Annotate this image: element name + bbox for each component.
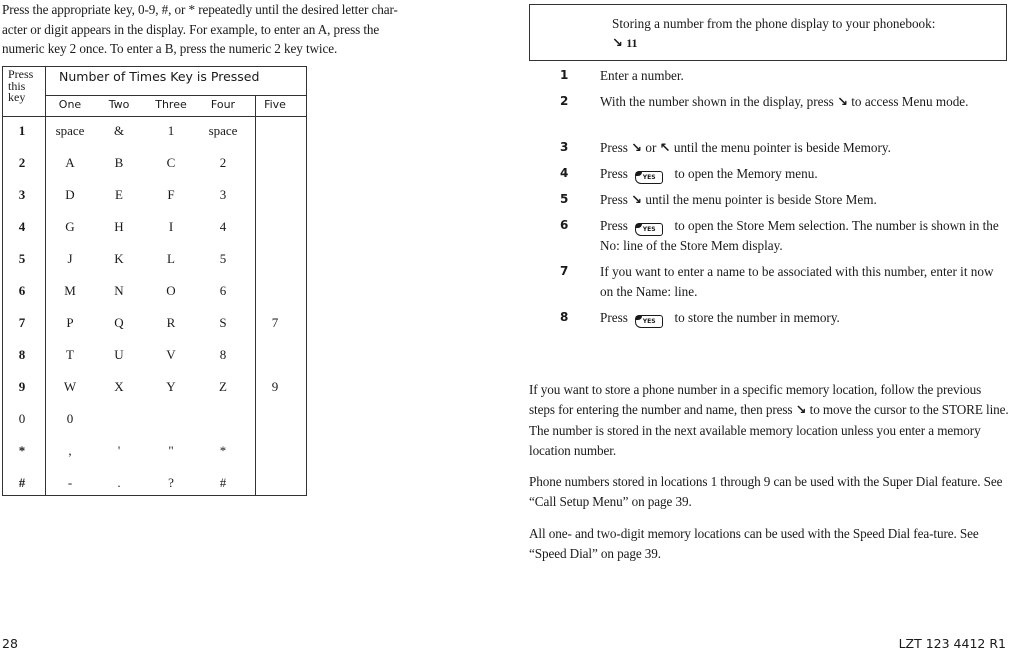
table-key-cell: 5 <box>18 251 26 266</box>
intro-paragraph <box>2 0 462 59</box>
key-press-table <box>2 66 307 496</box>
note-text: Storing a number from the phone display to your phonebook: <box>612 16 936 31</box>
step-number: 5 <box>560 192 569 206</box>
table-cell: 3 <box>219 187 227 202</box>
table-cell: P <box>66 315 74 330</box>
table-divider <box>45 95 306 96</box>
step-text: Press YES to open the Store Mem selection. The number is shown in the No: line of the Store Mem display. <box>600 218 999 253</box>
table-header-title: Number of Times Key is Pressed <box>59 69 260 84</box>
table-cell: V <box>166 347 176 362</box>
table-key-cell: 4 <box>18 219 26 234</box>
arrow-down-icon: ↘ <box>631 193 643 208</box>
table-cell: 1 <box>167 123 175 138</box>
table-cell: C <box>166 155 176 170</box>
table-cell: A <box>65 155 75 170</box>
table-cell: E <box>115 187 123 202</box>
table-cell: 0 <box>66 411 74 426</box>
table-cell: # <box>219 475 227 490</box>
step-text: Enter a number. <box>600 68 684 83</box>
column-header-three: Three <box>155 98 187 111</box>
table-cell: X <box>114 379 124 394</box>
step-text: Press YES to open the Memory menu. <box>600 164 1000 184</box>
step-number: 4 <box>560 166 569 180</box>
step-text: With the number shown in the display, press ↘ to access Menu mode. <box>600 94 969 110</box>
column-header-two: Two <box>108 98 130 111</box>
yes-key-icon: YES <box>635 171 663 184</box>
intro-line: numeric key 2 once. To enter a B, press the numeric 2 key twice. <box>2 41 338 56</box>
table-cell: R <box>166 315 176 330</box>
table-cell: K <box>114 251 124 266</box>
column-header-five: Five <box>264 98 286 111</box>
table-key-cell: 7 <box>18 315 26 330</box>
table-cell: 4 <box>219 219 227 234</box>
yes-key-icon: YES <box>635 315 663 328</box>
arrow-down-icon: ↘ <box>612 36 623 51</box>
table-cell: D <box>65 187 75 202</box>
step-number: 3 <box>560 140 569 154</box>
note-box <box>529 4 1007 61</box>
table-cell: J <box>67 251 73 266</box>
table-key-cell: 6 <box>18 283 26 298</box>
arrow-down-icon: ↘ <box>631 141 643 156</box>
table-cell: 5 <box>219 251 227 266</box>
step-number: 8 <box>560 310 569 324</box>
table-divider <box>3 116 306 117</box>
table-cell: Y <box>166 379 176 394</box>
yes-key-icon: YES <box>635 223 663 236</box>
table-cell: " <box>168 443 174 458</box>
table-cell: U <box>114 347 124 362</box>
table-cell: O <box>166 283 176 298</box>
step-number: 6 <box>560 218 569 232</box>
intro-line: Press the appropriate key, 0-9, #, or * repeatedly until the desired letter char- <box>2 2 398 17</box>
table-cell: I <box>168 219 174 234</box>
table-cell: , <box>68 443 72 458</box>
table-cell: T <box>66 347 74 362</box>
table-cell: . <box>117 475 121 490</box>
table-cell: L <box>167 251 175 266</box>
table-cell: ? <box>168 475 174 490</box>
table-cell: space <box>208 123 238 138</box>
table-cell: W <box>63 379 77 394</box>
body-paragraph: If you want to store a phone number in a specific memory location, follow the previous steps for entering the number and name, then press ↘ to move the cursor to the STORE line. The number is stored in the next available memory location unless you enter a memory location number. <box>529 382 1009 458</box>
arrow-down-icon: ↘ <box>837 95 848 110</box>
table-cell: 6 <box>219 283 227 298</box>
table-key-cell: 0 <box>18 411 26 426</box>
table-key-cell: 3 <box>18 187 26 202</box>
column-header-four: Four <box>210 98 236 111</box>
table-cell: G <box>65 219 75 234</box>
table-cell: 8 <box>219 347 227 362</box>
intro-line: acter or digit appears in the display. For example, to enter an A, press the <box>2 21 380 37</box>
arrow-up-icon: ↖ <box>659 141 671 156</box>
step-text: Press ↘ or ↖ until the menu pointer is beside Memory. <box>600 140 891 156</box>
page-number: 28 <box>2 636 18 651</box>
step-text: Press ↘ until the menu pointer is beside Store Mem. <box>600 192 877 208</box>
table-key-cell: 1 <box>18 123 26 138</box>
table-cell: Z <box>219 379 227 394</box>
table-cell: 7 <box>271 315 279 330</box>
table-divider <box>255 95 256 495</box>
column-header-one: One <box>58 98 82 111</box>
table-cell: S <box>219 315 227 330</box>
table-cell: & <box>113 123 125 138</box>
table-key-cell: 9 <box>18 379 26 394</box>
table-cell: Q <box>114 315 124 330</box>
table-cell: space <box>55 123 85 138</box>
table-key-cell: # <box>18 475 26 490</box>
table-key-cell: 2 <box>18 155 26 170</box>
body-paragraph: All one- and two-digit memory locations can be used with the Speed Dial fea-ture. See “Speed Dial” on page 39. <box>529 526 979 561</box>
table-cell: * <box>219 443 227 458</box>
table-key-cell: * <box>18 443 26 458</box>
table-cell: 9 <box>271 379 279 394</box>
table-cell: 2 <box>219 155 227 170</box>
table-cell: B <box>114 155 124 170</box>
press-this-key-label: Press this key <box>8 67 34 104</box>
table-cell: F <box>167 187 175 202</box>
table-cell: N <box>114 283 124 298</box>
note-reference: 11 <box>626 36 638 50</box>
step-text: Press YES to store the number in memory. <box>600 308 1000 328</box>
step-number: 7 <box>560 264 569 278</box>
step-text: If you want to enter a name to be associated with this number, enter it now on the Name: line. <box>600 264 994 299</box>
table-cell: - <box>67 475 73 490</box>
arrow-down-icon: ↘ <box>795 403 807 418</box>
table-cell: M <box>64 283 76 298</box>
body-paragraph: Phone numbers stored in locations 1 through 9 can be used with the Super Dial feature. See “Call Setup Menu” on page 39. <box>529 474 1003 509</box>
step-number: 2 <box>560 94 569 108</box>
step-number: 1 <box>560 68 569 82</box>
document-code: LZT 123 4412 R1 <box>898 636 1006 651</box>
table-cell: H <box>114 219 124 234</box>
table-cell: ' <box>117 443 121 458</box>
table-key-cell: 8 <box>18 347 26 362</box>
note-text-block <box>612 14 1004 53</box>
